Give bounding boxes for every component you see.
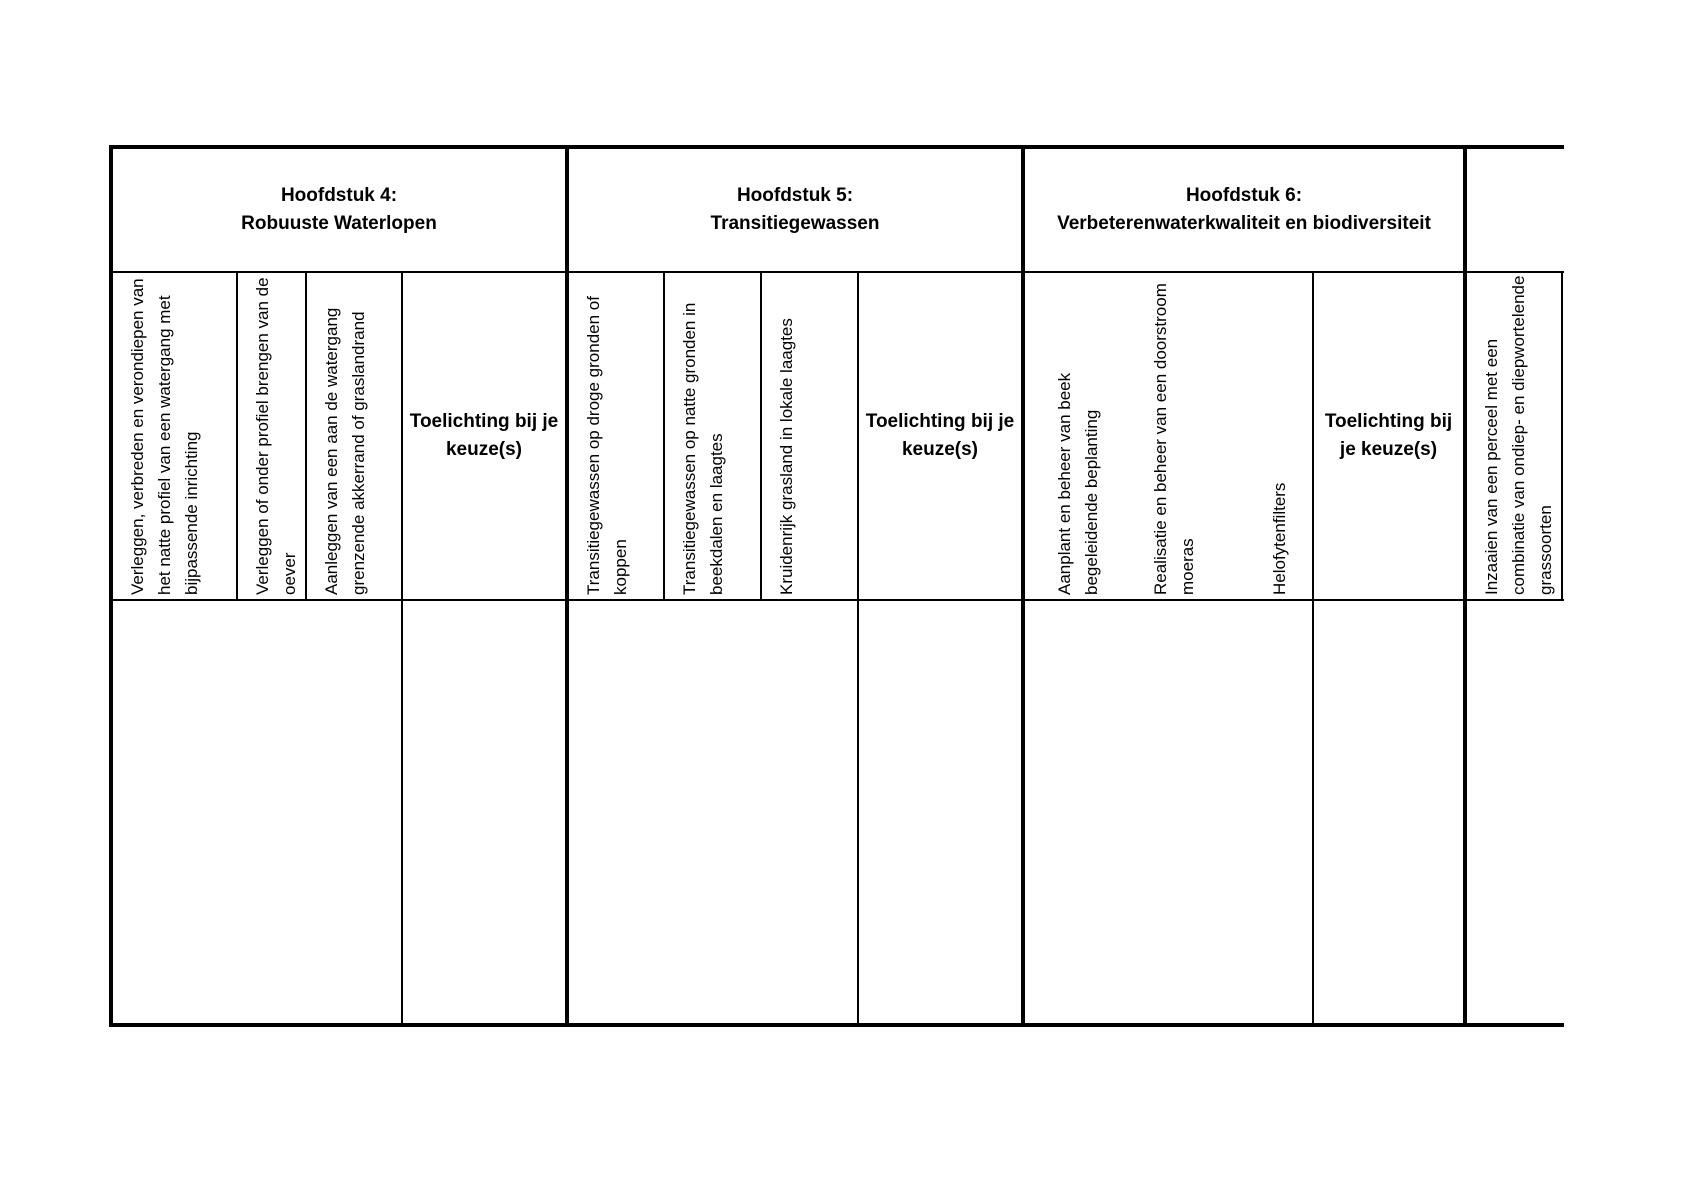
measure-label: Helofytenfilters: [1270, 482, 1289, 595]
measure-label: Transitiegewassen op droge gronden of koppen: [584, 296, 630, 595]
measure-column: [1232, 273, 1310, 599]
chapter-header-5: [569, 149, 1021, 271]
measure-label: Aanplant en beheer van beek begeleidende beplanting: [1055, 372, 1101, 595]
measure-column: [113, 273, 236, 599]
measure-column: [762, 273, 857, 599]
chapter-subtitle: Transitiegewassen: [710, 213, 880, 234]
chapter-header-6: [1025, 149, 1463, 271]
chapter-title: Hoofdstuk 6:: [1185, 185, 1303, 206]
chapter-title: Hoofdstuk 5:: [736, 185, 854, 206]
measure-column: [1136, 273, 1231, 599]
measure-label: Aanleggen van een aan de watergang grenzende akkerrand of graslandrand: [322, 307, 368, 595]
measure-column: [665, 273, 760, 599]
measure-label: Verleggen, verbreden en verondiepen van het natte profiel van een watergang met bijpassende inrichting: [128, 278, 201, 595]
measure-column: [1040, 273, 1135, 599]
divider-ch5-ch6: [1021, 145, 1025, 1027]
measure-column: [238, 273, 305, 599]
subheader-bottom-line: [109, 599, 1564, 601]
measure-label: Verleggen of onder profiel brengen van de oever: [253, 277, 299, 595]
chapter-subtitle: Verbeterenwaterkwaliteit en biodiversiteit: [1057, 213, 1431, 234]
toelichting-header: [1314, 273, 1463, 599]
toelichting-line: keuze(s): [901, 439, 979, 460]
measure-label: Inzaaien van een perceel met een combinatie van ondiep- en diepwortelende grassoorten: [1482, 275, 1555, 595]
measure-column: [307, 273, 401, 599]
chapter-subtitle: Robuuste Waterlopen: [241, 213, 437, 234]
measure-label: Transitiegewassen op natte gronden in beekdalen en laagtes: [680, 302, 726, 595]
col-divider: [1561, 273, 1563, 600]
measure-label: Kruidenrijk grasland in lokale laagtes: [777, 318, 796, 595]
toelichting-header: [859, 273, 1021, 599]
chapter-title: Hoofdstuk 4:: [280, 185, 398, 206]
chapter-header-4: [113, 149, 565, 271]
toelichting-header: [403, 273, 565, 599]
toelichting-line: Toelichting bij je: [865, 411, 1015, 432]
table-bottom-border: [109, 1023, 1564, 1027]
toelichting-line: je keuze(s): [1339, 439, 1438, 460]
measure-label: Realisatie en beheer van een doorstroom moeras: [1151, 283, 1197, 595]
toelichting-line: keuze(s): [445, 439, 523, 460]
toelichting-line: Toelichting bij je: [409, 411, 559, 432]
toelichting-line: Toelichting bij: [1324, 411, 1453, 432]
measure-column: [1467, 273, 1561, 599]
measure-column: [569, 273, 663, 599]
